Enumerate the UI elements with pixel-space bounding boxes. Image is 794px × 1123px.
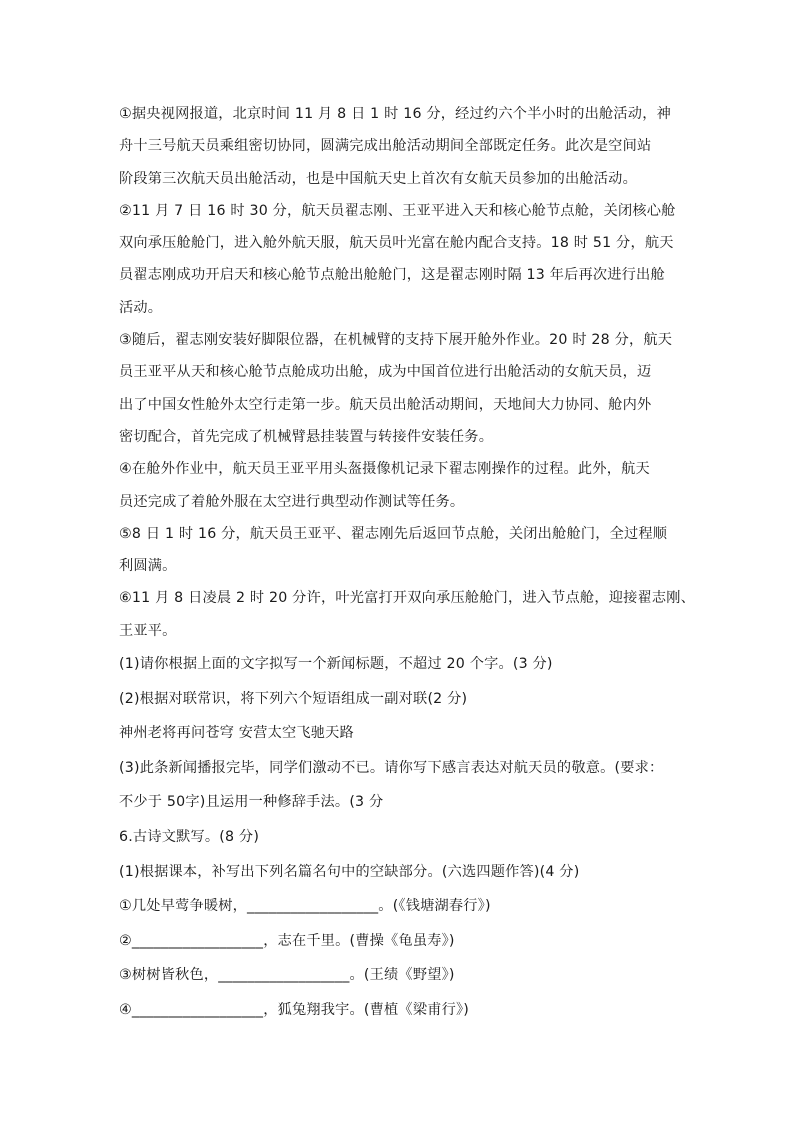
paragraph-1 — [119, 98, 679, 195]
news-article — [119, 98, 696, 647]
poetry-item-4: ④__________________，狐兔翔我宇。(曹植《梁甫行》) — [119, 1001, 470, 1018]
document-page — [119, 98, 696, 1028]
text-line: 员王亚平从天和核心舱节点舱成功出舱，成为中国首位进行出舱活动的女航天员，迈 — [119, 364, 652, 381]
poetry-item-1: ①几处早莺争暖树，__________________。(《钱塘湖春行》) — [119, 898, 491, 915]
text-line: ⑥11 月 8 日凌晨 2 时 20 分许，叶光富打开双向承压舱舱门，进入节点舱，迎接翟志刚、 — [119, 590, 696, 607]
text-line: ①据央视网报道，北京时间 11 月 8 日 1 时 16 分，经过约六个半小时的出舱活动，神 — [119, 106, 671, 122]
paragraph-5 — [119, 518, 679, 583]
text-line: 员还完成了着舱外服在太空进行典型动作测试等任务。 — [119, 493, 465, 510]
text-line: 双向承压舱舱门，进入舱外航天服，航天员叶光富在舱内配合支持。18 时 51 分，航天 — [119, 235, 674, 252]
text-line: 舟十三号航天员乘组密切协同，圆满完成出舱活动期间全部既定任务。此次是空间站 — [119, 138, 652, 155]
poetry-instructions: (1)根据课本，补写出下列名篇名句中的空缺部分。(六选四题作答)(4 分) — [119, 863, 580, 880]
poetry-item-3: ③树树皆秋色，__________________。(王绩《野望》) — [119, 967, 455, 984]
text-line: ③随后，翟志刚安装好脚限位器，在机械臂的支持下展开舱外作业。20 时 28 分，航天 — [119, 332, 673, 349]
question-title-task: (1)请你根据上面的文字拟写一个新闻标题，不超过 20 个字。(3 分) — [119, 656, 553, 673]
question-couplet-task: (2)根据对联常识，将下列六个短语组成一副对联(2 分) — [119, 690, 468, 707]
text-line: 员翟志刚成功开启天和核心舱节点舱出舱舱门，这是翟志刚时隔 13 年后再次进行出舱 — [119, 267, 665, 284]
text-line: 利圆满。 — [119, 558, 177, 575]
text-line: 密切配合，首先完成了机械臂悬挂装置与转接件安装任务。 — [119, 428, 494, 445]
section-heading-poetry: 6.古诗文默写。(8 分) — [119, 829, 260, 846]
text-line: 出了中国女性舱外太空行走第一步。航天员出舱活动期间，天地间大力协同、舱内外 — [119, 396, 652, 413]
question-section — [119, 647, 679, 1028]
poetry-item-2: ②__________________，志在千里。(曹操《龟虽寿》) — [119, 932, 455, 949]
paragraph-3 — [119, 324, 679, 453]
question-comment-task: (3)此条新闻播报完毕，同学们激动不已。请你写下感言表达对航天员的敬意。(要求： — [119, 759, 664, 776]
paragraph-6 — [119, 582, 696, 647]
question-comment-task-cont: 不少于 50字)且运用一种修辞手法。(3 分 — [119, 794, 384, 811]
text-line: ②11 月 7 日 16 时 30 分，航天员翟志刚、王亚平进入天和核心舱节点舱，关闭核心舱 — [119, 202, 676, 219]
text-line: 阶段第三次航天员出舱活动，也是中国航天史上首次有女航天员参加的出舱活动。 — [119, 170, 637, 187]
paragraph-4 — [119, 453, 679, 518]
couplet-phrases: 神州老将再问苍穹 安营太空飞驰天路 — [119, 725, 354, 742]
text-line: ⑤8 日 1 时 16 分，航天员王亚平、翟志刚先后返回节点舱，关闭出舱舱门，全过程顺 — [119, 525, 668, 542]
text-line: 活动。 — [119, 299, 163, 316]
text-line: 王亚平。 — [119, 622, 177, 639]
text-line: ④在舱外作业中，航天员王亚平用头盔摄像机记录下翟志刚操作的过程。此外，航天 — [119, 461, 650, 478]
paragraph-2 — [119, 195, 679, 324]
